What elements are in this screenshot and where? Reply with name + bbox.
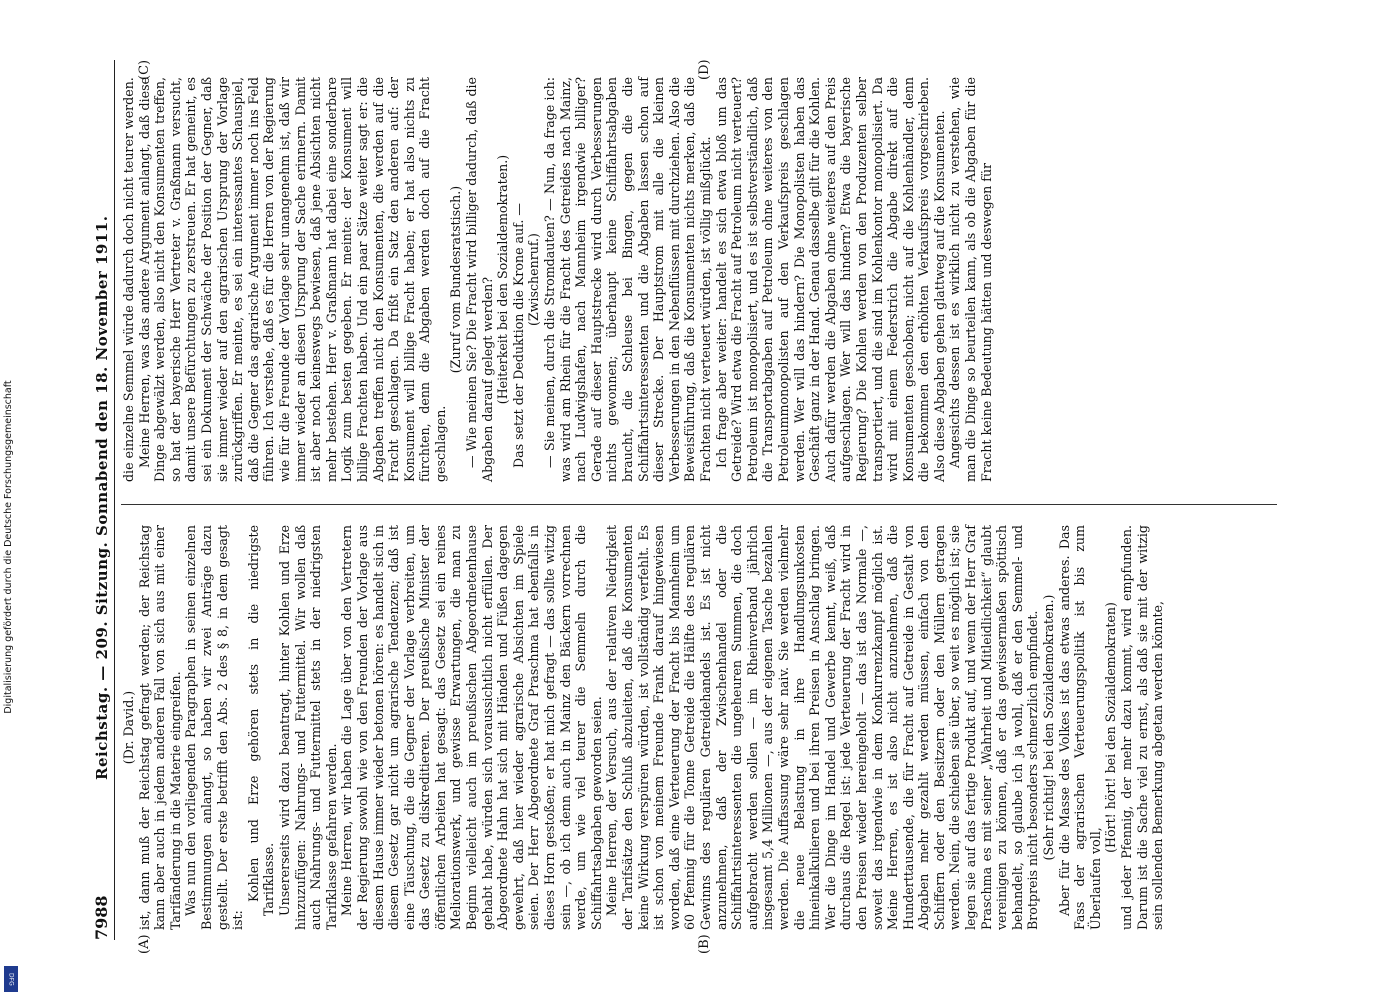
paragraph: Meine Herren, wir haben die Lage über von den Vertretern der Regierung sowohl wie von den Freunden der Vorlage aus diesem Hause immer wieder betonen hören: es handelt sich in diesem Gesetz gar nicht um agrarische Tendenzen; daß ist eine Täuschung, die die Gegner der Vorlage verbreiten, um das Gesetz zu diskreditieren. Der preußische Minister der öffentlichen Arbeiten hat gesagt: das Gesetz sei ein reines Meliorationswerk, und gewisse Erwartungen, die man zu Beginn vielleicht auch im preußischen Abgeordnetenhause gehabt habe, würden sich voraussichtlich nicht erfüllen. Der Abgeordnete Hahn hat sich mit Händen und Füßen dagegen gewehrt, daß hier wieder agrarische Absichten im Spiele seien. Der Herr Abgeordnete Graf Praschma hat ebenfalls in dieses Horn gestoßen; er hat mich gefragt — das sollte witzig sein —, ob ich denn auch in Mainz den Bäckern vorrechnen werde, um wie viel teurer die Semmeln durch die Schiffahrtsabgaben geworden seien.	[339, 525, 604, 930]
right-column	[121, 77, 994, 482]
margin-mark-a: (A)	[137, 934, 152, 954]
paragraph: — Wie meinen Sie? Die Fracht wird billiger dadurch, daß die Abgaben darauf gelegt werden?	[464, 77, 495, 482]
session-title: Reichstag. — 209. Sitzung. Sonnabend den 18. November 1911.	[93, 215, 111, 780]
newspaper-sheet	[77, 40, 1307, 960]
paragraph: die einzelne Semmel würde dadurch doch nicht teurer werden.	[121, 77, 136, 482]
quote: Kohlen und Erze gehören stets in die niedrigste Tarifklasse.	[245, 525, 277, 916]
interjection: (Heiterkeit bei den Sozialdemokraten.)	[495, 154, 511, 405]
paragraph: Meine Herren, was das andere Argument anlangt, daß diese Dinge abgewälzt werden, also nicht den Konsumenten treffen, so hat der bayerische Herr Vertreter v. Graßmann versucht, damit unsere Befürchtungen zu zerstreuen. Er hat gemeint, es sei ein Dokument der Schwäche der Position der Gegner, daß sie immer wieder auf den agrarischen Ursprung der Vorlage zurückgriffen. Er meinte, es sei ein interessantes Schauspiel, daß die Gegner das agrarische Argument immer noch ins Feld führen. Ich verstehe, daß es für die Herren von der Regierung wie für die Freunde der Vorlage sehr unangenehm ist, daß wir immer wieder an diesen Ursprung der Sache erinnern. Damit ist aber noch keineswegs bewiesen, daß jene Absichten nicht mehr bestehen. Herr v. Graßmann hat dabei eine sonderbare Logik zum besten gegeben. Er meinte: der Konsument will billige Frachten haben. Und ein paar Sätze weiter sagt er: die Abgaben treffen nicht den Konsumenten, die werden auf die Fracht geschlagen. Da frißt ein Satz den anderen auf: der Konsument will billige Fracht haben; er hat also nichts zu fürchten, denn die Abgaben werden doch auf die Fracht geschlagen.	[136, 77, 448, 482]
paragraph: Ich frage aber weiter: handelt es sich etwa bloß um das Getreide? Wird etwa die Fracht auf Petroleum nicht verteuert? Petroleum ist monopolisiert, und es ist selbstverständlich, daß die Transportabgaben auf Petroleum ohne weiteres von den Petroleummonopolisten auf den Verkaufspreis geschlagen werden. Wer will das hindern? Die Monopolisten haben das Geschäft ganz in der Hand. Genau dasselbe gilt für die Kohlen. Auch dafür werden die Abgaben ohne weiteres auf den Preis aufgeschlagen. Wer will das hindern? Etwa die bayerische Regierung? Die Kohlen werden von den Produzenten selber transportiert, und die sind im Kohlenkontor monopolisiert. Da wird mit einem Federstrich die Abgabe direkt auf die Konsumenten geschoben; nicht auf die Kohlenhändler, denn die bekommen den erhöhten Verkaufspreis vorgeschrieben. Also diese Abgaben gehen glattweg auf die Konsumenten.	[713, 77, 947, 482]
digitization-credit	[0, 0, 22, 1000]
margin-mark-c: (C)	[137, 59, 152, 80]
paragraph: Unsererseits wird dazu beantragt, hinter Kohlen und Erze hinzuzufügen: Nahrungs- und Futtermittel. Wir wollen daß auch Nahrungs- und Futtermittel stets in der niedrigsten Tarifklasse gefahren werden.	[276, 525, 339, 930]
paragraph: ist, dann muß der Reichstag gefragt werden; der Reichstag kann aber auch in jedem anderen Fall von sich aus mit einer Tarifänderung in die Materie eingreifen.	[136, 525, 183, 930]
page-header	[81, 60, 115, 940]
margin-mark-d: (D)	[697, 59, 712, 80]
paragraph: Das setzt der Deduktion die Krone auf. —	[510, 203, 526, 468]
interjection: (Hört! hört! bei den Sozialdemokraten)	[1103, 602, 1119, 853]
paragraph: Aber für die Masse des Volkes ist das etwas anderes. Das Fass der agrarischen Verteuerungspolitik ist bis zum Überlaufen voll,	[1056, 525, 1103, 930]
paragraph: Meine Herren, der Versuch, aus der relativen Niedrigkeit der Tarifsätze den Schluß abzuleiten, daß die Konsumenten keine Wirkung verspüren würden, ist vollständig verfehlt. Es ist schon von meinem Freunde Frank darauf hingewiesen worden, daß eine Verteuerung der Fracht bis Mannheim um 60 Pfennig für die Tonne Getreide die Hälfte des regulären Gewinns des regulären Getreidehandels ist. Es ist nicht anzunehmen, daß der Zwischenhandel oder die Schiffahrtsinteressenten die ungeheuren Summen, die doch aufgebracht werden sollen — im Rheinverband jährlich insgesamt 5,4 Millionen —, aus der eigenen Tasche bezahlen werden. Die Auffassung wäre sehr naiv. Sie werden vielmehr die neue Belastung in ihre Handlungsunkosten hineinkalkulieren und bei ihren Preisen in Anschlag bringen. Wer die Dinge im Handel und Gewerbe kennt, weiß, daß durchaus die Regel ist: jede Verteuerung der Fracht wird in den Preisen wieder hereingeholt — das ist das Normale —, soweit das irgendwie in dem Konkurrenzkampf möglich ist. Meine Herren, es ist also nicht anzunehmen, daß die Hunderttausende, die für Fracht auf Getreide in Gestalt von Abgaben mehr gezahlt werden müssen, einfach von den Schiffern oder den Besitzern oder den Müllern getragen werden. Nein, die schieben sie über, so weit es möglich ist; sie legen sie auf das fertige Produkt auf, und wenn der Herr Graf Praschma es mit seiner „Wahrheit und Mitleidlichkeit“ glaubt vereinigen zu können, daß er das gewissermaßen spöttisch behandelt, so glaube ich ja wohl, daß er den Semmel- und Brotpreis nicht besonders schmerzlich empfindet.	[604, 525, 1041, 930]
page-number: 7988	[92, 895, 111, 940]
interjection: (Sehr richtig! bei den Sozialdemokraten.)	[1041, 594, 1057, 861]
speaker-tag: (Dr. David.)	[121, 690, 136, 765]
interjection: (Zwischenruf.)	[526, 233, 542, 326]
left-column	[121, 525, 1166, 930]
paragraph: — Sie meinen, durch die Stromdauten? — Nun, da frage ich: was wird am Rhein für die Fracht des Getreides nach Mainz, nach Ludwigshafen, nach Mannheim irgendwie billiger? Gerade auf dieser Hauptstrecke wird durch Verbesserungen nichts gewonnen; überhaupt keine Schiffahrtsabgaben braucht, die Schleuse bei Bingen, gegen die die Schiffahrtsinteressenten und die Abgaben lassen schon auf dieser Strecke. Der Hauptstrom mit alle die kleinen Verbesserungen in den Nebenflüssen mit durchziehen. Also die Beweisführung, daß die Konsumenten nichts merken, daß die Frachten nicht verteuert würden, ist völlig mißglückt.	[542, 77, 713, 482]
credit-text: Digitalisierung gefördert durch die Deutsche Forschungsgemeinschaft	[3, 380, 14, 714]
dfg-logo: DFG	[4, 966, 18, 992]
margin-mark-b: (B)	[697, 934, 712, 954]
paragraph: Angesichts dessen ist es wirklich nicht zu verstehen, wie man die Dinge so beurteilen kann, als ob die Abgaben für die Fracht keine Bedeutung hätten und deswegen für	[947, 77, 994, 482]
paragraph: und jeder Pfennig, der mehr dazu kommt, wird empfunden. Darum ist die Sache viel zu ernst, als daß sie mit der witzig sein sollenden Bemerkung abgetan werden könnte,	[1119, 525, 1166, 930]
paragraph: Was nun den vorliegenden Paragraphen in seinen einzelnen Bestimmungen anlangt, so haben wir zwei Anträge dazu gestellt. Der erste betrifft den Abs. 2 des § 8, in dem gesagt ist:	[183, 525, 246, 930]
interjection: (Zuruf vom Bundesratstisch.)	[448, 185, 464, 374]
column-divider	[121, 504, 1277, 505]
